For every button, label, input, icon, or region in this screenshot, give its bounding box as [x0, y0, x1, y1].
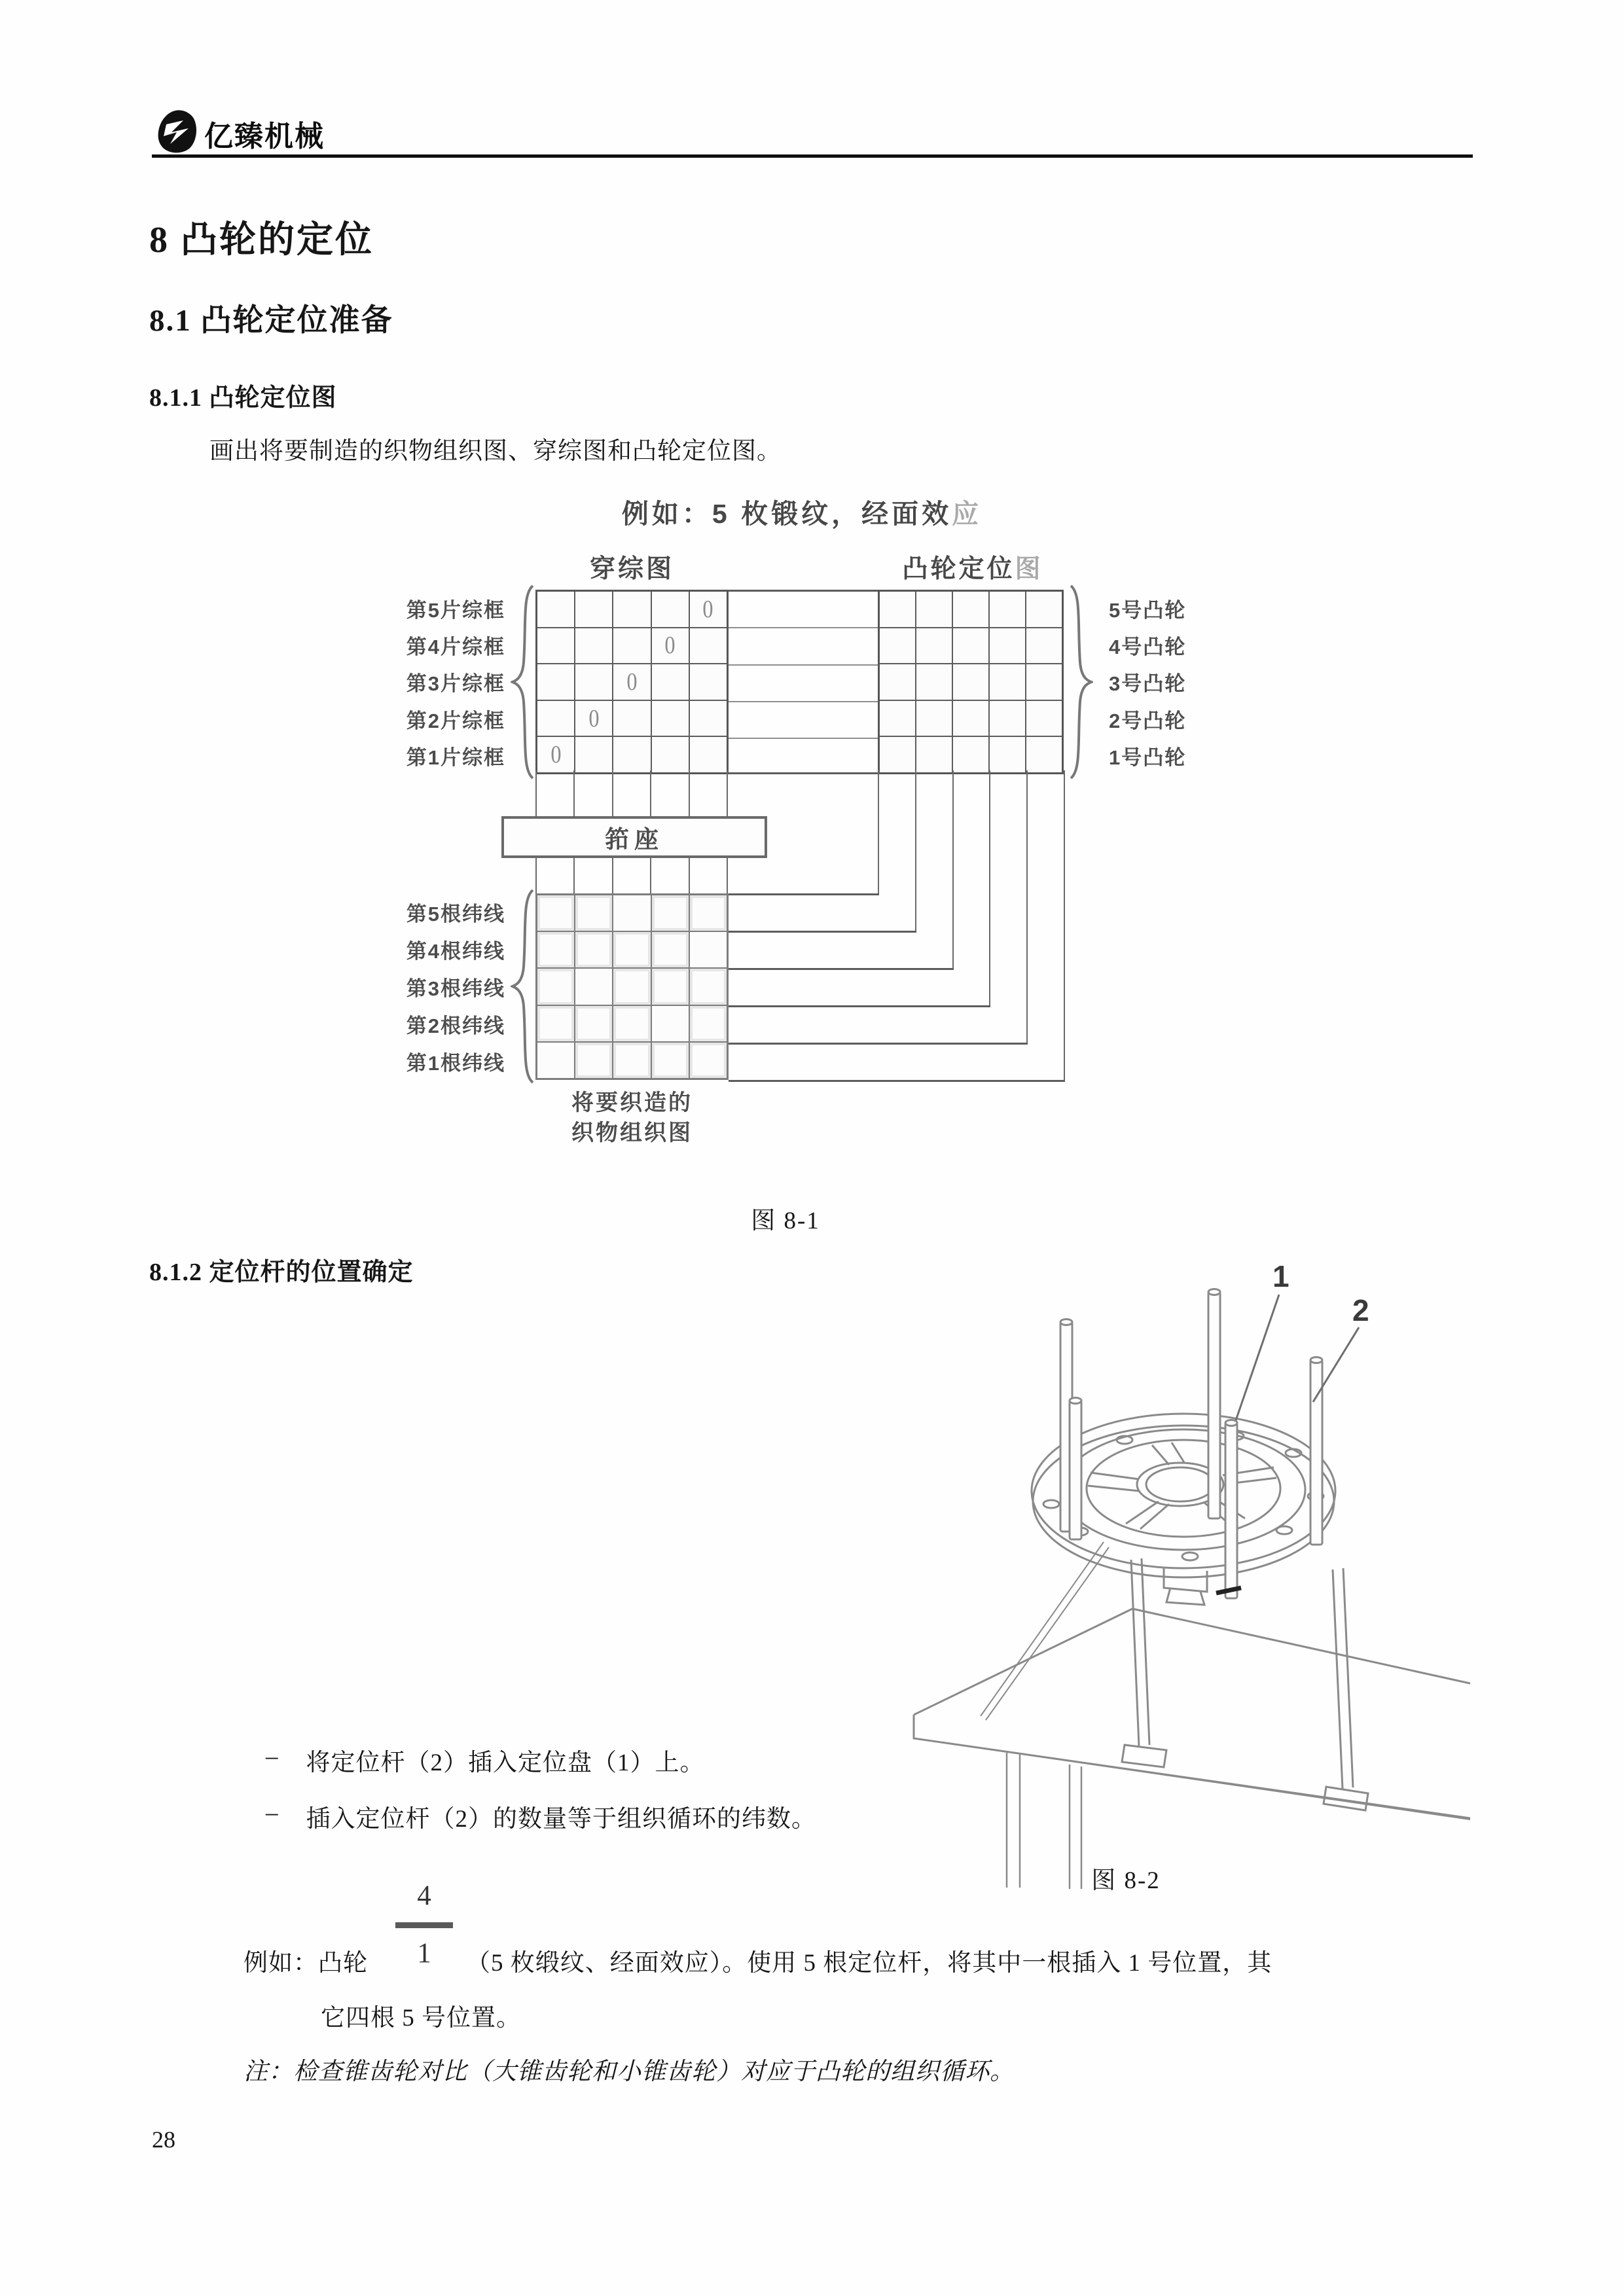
cam-lift-cell	[880, 628, 915, 664]
cam-lift-cell	[916, 701, 952, 736]
cam-group-brace	[1068, 584, 1093, 780]
cam-connector-line	[915, 770, 916, 932]
warp-up-cell	[652, 1043, 689, 1078]
empty-cell	[652, 701, 689, 736]
warp-up-cell	[613, 932, 650, 967]
empty-cell	[652, 737, 689, 772]
bullet-dash: –	[266, 1799, 279, 1826]
empty-cell	[652, 664, 689, 700]
heald-frame-label: 第3片综框	[406, 672, 505, 696]
bullet-text: 将定位杆（2）插入定位盘（1）上。	[306, 1749, 705, 1776]
heald-frame-label: 第5片综框	[406, 598, 505, 622]
cam-lift-cell	[880, 737, 915, 772]
cam-connector-line	[878, 770, 879, 895]
reed-seat-label: 筘座	[605, 826, 664, 853]
empty-cell	[613, 895, 650, 931]
warp-up-cell	[537, 1006, 574, 1041]
page-number: 28	[152, 2126, 175, 2153]
figure2-caption: 图 8-2	[1091, 1867, 1161, 1894]
gap-line	[729, 772, 878, 774]
empty-cell	[953, 701, 988, 736]
warp-up-cell	[652, 969, 689, 1004]
empty-cell	[575, 664, 612, 700]
empty-cell	[652, 1006, 689, 1041]
warp-up-cell	[613, 1043, 650, 1078]
callout-1: 1	[1272, 1259, 1290, 1293]
example-suffix: （5 枚缎纹、经面效应）。使用 5 根定位杆，将其中一根插入 1 号位置，其	[466, 1950, 1272, 1977]
cam-lift-cell	[1026, 701, 1062, 736]
warp-up-cell	[690, 895, 727, 931]
cam-connector-line	[729, 893, 879, 895]
warp-up-cell	[690, 969, 727, 1004]
drawing-in-title: 穿综图	[589, 555, 674, 583]
heddle-mark-cell	[652, 628, 689, 664]
weft-line-labels	[353, 893, 505, 1080]
zero-mark: 0	[626, 668, 638, 696]
warp-up-cell	[652, 895, 689, 931]
empty-cell	[575, 737, 612, 772]
cam-diagram-title-faded: 图	[1015, 555, 1043, 583]
empty-cell	[690, 628, 727, 664]
empty-cell	[537, 664, 574, 700]
empty-cell	[537, 592, 574, 627]
empty-cell	[652, 592, 689, 627]
figure1-title-faded: 应	[952, 499, 983, 529]
empty-cell	[916, 592, 952, 627]
heald-frame-label: 第1片综框	[406, 746, 505, 770]
zero-mark: 0	[664, 632, 676, 660]
gap-line	[729, 590, 878, 592]
cam-lift-cell	[880, 701, 915, 736]
empty-cell	[690, 701, 727, 736]
warp-up-cell	[652, 932, 689, 967]
heald-frame-label: 第4片综框	[406, 636, 505, 659]
chapter-title: 8 凸轮的定位	[149, 220, 374, 260]
gap-line	[729, 701, 878, 702]
zero-mark: 0	[702, 595, 713, 623]
weft-group-brace	[511, 888, 535, 1085]
empty-cell	[537, 1043, 574, 1078]
figure1-title-main: 例如：5 枚锻纹，经面效	[621, 499, 952, 529]
cam-connector-line	[729, 931, 916, 933]
empty-cell	[690, 664, 727, 700]
empty-cell	[613, 628, 650, 664]
subsection-title-1: 8.1.1 凸轮定位图	[149, 384, 337, 412]
example-prefix: 例如：凸轮	[244, 1950, 368, 1977]
gap-line	[729, 627, 878, 628]
cam-connector-line	[729, 1043, 1028, 1045]
fraction-bar	[395, 1922, 453, 1928]
cam-number-label: 5号凸轮	[1109, 598, 1187, 622]
positioning-disc-illustration	[909, 1229, 1471, 1890]
heald-frame-label: 第2片综框	[406, 709, 505, 732]
heddle-mark-cell	[690, 592, 727, 627]
warp-up-cell	[537, 895, 574, 931]
cam-lift-cell	[1026, 628, 1062, 664]
warp-up-cell	[690, 1006, 727, 1041]
cam-connector-line	[1064, 770, 1065, 1081]
intro-paragraph: 画出将要制造的织物组织图、穿综图和凸轮定位图。	[209, 438, 782, 465]
cam-number-label: 2号凸轮	[1109, 709, 1187, 732]
cam-number-label: 4号凸轮	[1109, 636, 1187, 659]
warp-up-cell	[537, 932, 574, 967]
weft-line-label: 第3根纬线	[406, 977, 505, 1000]
subsection-title-2: 8.1.2 定位杆的位置确定	[149, 1259, 414, 1286]
cam-diagram-title	[878, 548, 1068, 585]
weave-caption-line1: 将要织造的	[571, 1090, 693, 1115]
weft-line-label: 第2根纬线	[406, 1014, 505, 1037]
warp-up-cell	[575, 932, 612, 967]
cam-connector-line	[1026, 770, 1028, 1044]
cam-lift-cell	[880, 592, 915, 627]
fraction-numerator: 4	[417, 1880, 431, 1911]
empty-cell	[575, 969, 612, 1004]
section-title: 8.1 凸轮定位准备	[149, 304, 393, 338]
weft-line-label: 第4根纬线	[406, 940, 505, 963]
drawing-in-grid	[535, 590, 729, 774]
cam-connector-line	[729, 1080, 1065, 1082]
gap-line	[729, 738, 878, 739]
figure1-caption: 图 8-1	[751, 1208, 820, 1234]
cam-lift-cell	[916, 737, 952, 772]
empty-cell	[690, 737, 727, 772]
cam-lift-cell	[916, 664, 952, 700]
warp-up-cell	[537, 969, 574, 1004]
weft-line-label: 第1根纬线	[406, 1052, 505, 1075]
cam-connector-line	[729, 968, 954, 970]
cam-connector-line	[989, 770, 990, 1007]
cam-diagram-title-main: 凸轮定位	[902, 555, 1015, 583]
cam-connector-line	[729, 1005, 990, 1007]
cam-connector-line	[952, 770, 954, 969]
weave-pattern-grid	[535, 893, 729, 1080]
empty-cell	[613, 701, 650, 736]
warp-up-cell	[575, 895, 612, 931]
cam-lift-cell	[1026, 592, 1062, 627]
callout-2: 2	[1352, 1293, 1369, 1327]
empty-cell	[537, 628, 574, 664]
zero-mark: 0	[550, 741, 562, 769]
weave-caption-line2: 织物组织图	[571, 1121, 693, 1145]
empty-cell	[613, 737, 650, 772]
cam-positioning-grid	[878, 590, 1064, 774]
empty-cell	[990, 628, 1025, 664]
cam-lift-cell	[1026, 664, 1062, 700]
cam-number-label: 1号凸轮	[1109, 746, 1187, 770]
bullet-item-2	[266, 1799, 816, 1834]
cam-ratio-fraction	[393, 1880, 456, 1969]
cam-lift-cell	[990, 592, 1025, 627]
heddle-mark-cell	[575, 701, 612, 736]
heald-group-brace	[511, 584, 535, 780]
warp-up-cell	[575, 1043, 612, 1078]
empty-cell	[575, 592, 612, 627]
empty-cell	[1026, 737, 1062, 772]
empty-cell	[880, 664, 915, 700]
fraction-denominator: 1	[417, 1938, 431, 1969]
heald-frame-labels	[353, 590, 505, 774]
brand	[157, 110, 325, 156]
note-line: 注：检查锥齿轮对比（大锥齿轮和小锥齿轮）对应于凸轮的组织循环。	[244, 2058, 1015, 2085]
bullet-item-1	[266, 1742, 705, 1778]
example-line2: 它四根 5 号位置。	[321, 2005, 521, 2032]
warp-up-cell	[575, 1006, 612, 1041]
zero-mark: 0	[588, 704, 600, 732]
cam-lift-cell	[990, 737, 1025, 772]
figure1-title	[537, 492, 1067, 531]
brand-logo-icon	[157, 110, 198, 156]
brand-name: 亿臻机械	[204, 120, 325, 152]
bullet-dash: –	[266, 1743, 279, 1770]
reed-seat-box	[501, 816, 767, 858]
weft-line-label: 第5根纬线	[406, 903, 505, 925]
cam-number-label: 3号凸轮	[1109, 672, 1187, 696]
cam-lift-cell	[953, 737, 988, 772]
cam-lift-cell	[990, 701, 1025, 736]
empty-cell	[575, 628, 612, 664]
bullet-text: 插入定位杆（2）的数量等于组织循环的纬数。	[306, 1806, 816, 1833]
empty-cell	[613, 592, 650, 627]
warp-up-cell	[613, 1006, 650, 1041]
cam-lift-cell	[990, 664, 1025, 700]
empty-cell	[690, 932, 727, 967]
heddle-mark-cell	[613, 664, 650, 700]
empty-cell	[537, 701, 574, 736]
weave-caption	[535, 1088, 729, 1148]
cam-lift-cell	[953, 628, 988, 664]
cam-lift-cell	[916, 628, 952, 664]
cam-lift-cell	[953, 592, 988, 627]
header-rule	[152, 154, 1473, 158]
cam-number-labels	[1109, 590, 1246, 774]
warp-up-cell	[613, 969, 650, 1004]
cam-lift-cell	[953, 664, 988, 700]
warp-up-cell	[690, 1043, 727, 1078]
gap-line	[729, 664, 878, 666]
heddle-mark-cell	[537, 737, 574, 772]
